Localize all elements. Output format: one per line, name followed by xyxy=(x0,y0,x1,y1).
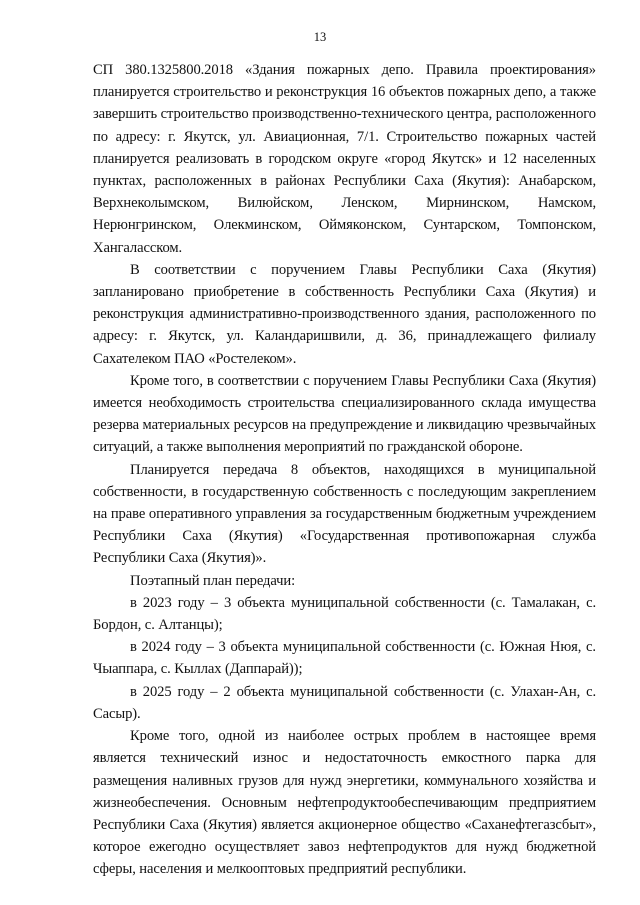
document-body xyxy=(93,59,596,881)
paragraph-transfer-2025: в 2025 году – 2 объекта муниципальной собственности (с. Улахан-Ан, с. Сасыр). xyxy=(93,683,596,722)
paragraph-transfer-2023: в 2023 году – 3 объекта муниципальной собственности (с. Тамалакан, с. Бордон, с. Алтанцы); xyxy=(93,594,596,634)
page-number: 13 xyxy=(313,30,327,44)
paragraph-reserve-warehouse: Кроме того, в соответствии с поручением Главы Республики Саха (Якутия) имеется необходимость строительства специализированного склада имущества резерва материальных ресурсов на предупреждение и ликвидацию чрезвычайных ситуаций, а также выполнения мероприятий по гражданской обороне. xyxy=(93,372,596,456)
paragraph-building-acquisition: В соответствии с поручением Главы Республики Саха (Якутия) запланировано приобретение в собственность Республики Саха (Якутия) и реконструкция административно-производственного здания, расположенного по адресу: г. Якутск, ул. Каландаришвили, д. 36, принадлежащего филиалу Сахателеком ПАО «Ростелеком». xyxy=(93,261,596,367)
paragraph-tank-park-problem: Кроме того, одной из наиболее острых проблем в настоящее время является технический износ и недостаточность емкостного парка для размещения наливных грузов для нужд энергетики, коммунального хозяйства и жизнеобеспечения. Основным нефтепродуктообеспечивающим предприятием Республики Саха (Якутия) является акционерное общество «Саханефтегазсбыт», которое ежегодно осуществляет завоз нефтепродуктов для нужд бюджетной сферы, населения и мелкооптовых предприятий республики. xyxy=(93,728,596,878)
paragraph-transfer-2024: в 2024 году – 3 объекта муниципальной собственности (с. Южная Нюя, с. Чыаппара, с. Кыллах (Даппарай)); xyxy=(93,639,596,678)
paragraph-transfer-plan-heading: Поэтапный план передачи: xyxy=(130,572,296,589)
paragraph-property-transfer: Планируется передача 8 объектов, находящихся в муниципальной собственности, в государственную собственность с последующим закреплением на праве оперативного управления за государственным бюджетным учреждением Республики Саха (Якутия) «Государственная противопожарная служба Республики Саха (Якутия)». xyxy=(93,461,596,567)
paragraph-fire-depots-construction: СП 380.1325800.2018 «Здания пожарных депо. Правила проектирования» планируется строительство и реконструкция 16 объектов пожарных депо, а также завершить строительство производственно-технического центра, расположенного по адресу: г. Якутск, ул. Авиационная, 7/1. Строительство пожарных частей планируется реализовать в городском округе «город Якутск» и 12 населенных пунктах, расположенных в районах Республики Саха (Якутия): Анабарском, Верхнеколымском, Вилюйском, Ленском, Мирнинском, Намском, Нерюнгринском, Олекминском, Оймяконском, Сунтарском, Томпонском, Хангаласском. xyxy=(93,62,596,256)
